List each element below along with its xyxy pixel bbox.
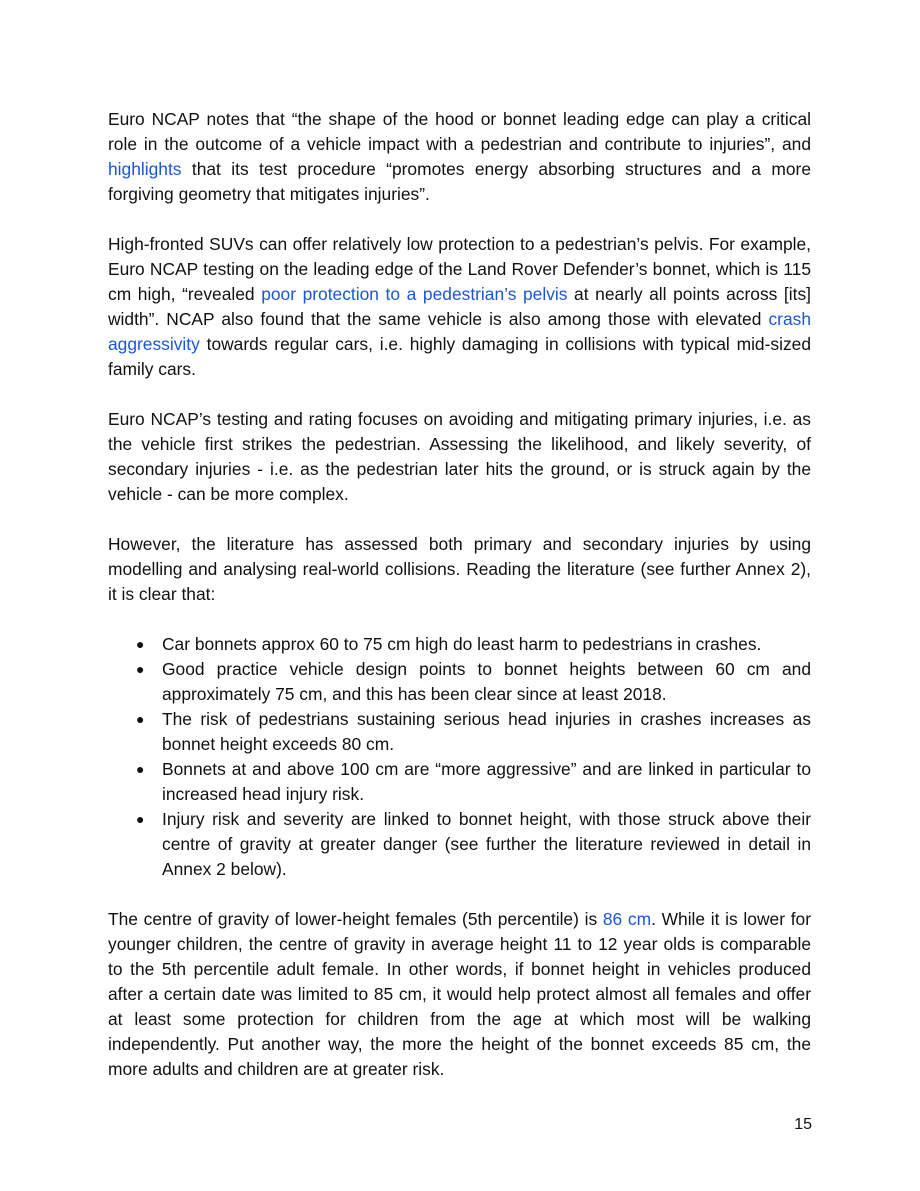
list-item-text: Car bonnets approx 60 to 75 cm high do least harm to pedestrians in crashes. — [162, 634, 762, 654]
paragraph-text: at nearly all points across [its] width”. NCAP also found that the same vehicle is also among those with elevated — [108, 284, 811, 329]
bullet-icon: ● — [136, 811, 145, 827]
list-item-text: The risk of pedestrians sustaining serious head injuries in crashes increases as bonnet height exceeds 80 cm. — [162, 709, 811, 754]
list-item — [108, 657, 811, 707]
paragraph-high-fronted-suvs — [108, 232, 811, 382]
paragraph-centre-of-gravity — [108, 907, 811, 1082]
paragraph-text: that its test procedure “promotes energy absorbing structures and a more forgiving geometry that mitigates injuries”. — [108, 159, 811, 204]
bullet-icon: ● — [136, 661, 145, 677]
list-item-text: Good practice vehicle design points to bonnet heights between 60 cm and approximately 75 cm, and this has been clear since at least 2018. — [162, 659, 811, 704]
paragraph-text: High-fronted SUVs can offer relatively low protection to a pedestrian’s pelvis. For example, Euro NCAP testing on the leading edge of the Land Rover Defender’s bonnet, which is 115 cm high, “revealed — [108, 234, 811, 304]
findings-list — [108, 632, 811, 882]
list-item-text: Bonnets at and above 100 cm are “more aggressive” and are linked in particular to increased head injury risk. — [162, 759, 811, 804]
bullet-icon: ● — [136, 636, 145, 652]
crash-aggressivity-link[interactable]: crash aggressivity — [108, 309, 811, 354]
paragraph-euro-ncap-bonnet-edge — [108, 107, 811, 207]
pelvis-protection-link[interactable]: poor protection to a pedestrian’s pelvis — [261, 284, 568, 304]
page-number: 15 — [794, 1116, 812, 1133]
paragraph-text: towards regular cars, i.e. highly damaging in collisions with typical mid-sized family cars. — [108, 334, 811, 379]
paragraph-literature-assessment: However, the literature has assessed both primary and secondary injuries by using modelling and analysing real-world collisions. Reading the literature (see further Annex 2), it is clear that: — [108, 534, 811, 604]
highlights-link[interactable]: highlights — [108, 159, 182, 179]
document-body — [108, 107, 811, 1107]
list-item-text: Injury risk and severity are linked to bonnet height, with those struck above their centre of gravity at greater danger (see further the literature reviewed in detail in Annex 2 below). — [162, 809, 811, 879]
list-item — [108, 632, 811, 657]
bullet-icon: ● — [136, 761, 145, 777]
86-cm-link[interactable]: 86 cm — [602, 909, 652, 929]
paragraph-text: Euro NCAP notes that “the shape of the hood or bonnet leading edge can play a critical role in the outcome of a vehicle impact with a pedestrian and contribute to injuries”, and — [108, 109, 811, 154]
paragraph-text: The centre of gravity of lower-height females (5th percentile) is — [108, 909, 603, 929]
list-item — [108, 707, 811, 757]
list-item — [108, 807, 811, 882]
bullet-icon: ● — [136, 711, 145, 727]
paragraph-text: . While it is lower for younger children, the centre of gravity in average height 11 to 12 year olds is comparable to the 5th percentile adult female. In other words, if bonnet height in vehicles produced after a certain date was limited to 85 cm, it would help protect almost all females and offer at least some protection for children from the age at which most will be walking independently. Put another way, the more the height of the bonnet exceeds 85 cm, the more adults and children are at greater risk. — [108, 909, 811, 1079]
paragraph-primary-secondary-injuries: Euro NCAP’s testing and rating focuses on avoiding and mitigating primary injuries, i.e. as the vehicle first strikes the pedestrian. Assessing the likelihood, and likely severity, of secondary injuries - i.e. as the pedestrian later hits the ground, or is struck again by the vehicle - can be more complex. — [108, 409, 811, 504]
list-item — [108, 757, 811, 807]
